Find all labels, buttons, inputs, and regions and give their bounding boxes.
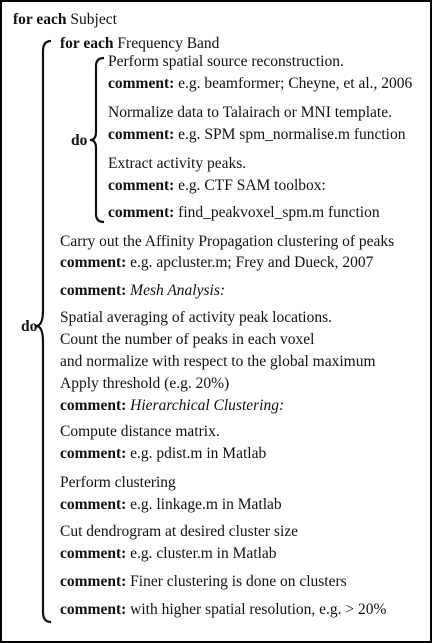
inner-brace xyxy=(90,58,104,222)
comment-cut-dendrogram: comment: e.g. cluster.m in Matlab xyxy=(60,545,277,562)
comment-keyword: comment: xyxy=(60,545,127,562)
step-cut-dendrogram: Cut dendrogram at desired cluster size xyxy=(60,523,299,540)
comment-source-reconstruction: comment: e.g. beamformer; Cheyne, et al., 2006 xyxy=(108,75,413,92)
comment-mesh-analysis: comment: Mesh Analysis: xyxy=(60,282,226,299)
comment-finer-clustering: comment: Finer clustering is done on clusters xyxy=(60,573,347,590)
inner-loop-header xyxy=(60,35,219,53)
for-each-keyword: for each xyxy=(13,11,67,28)
comment-keyword: comment: xyxy=(108,177,175,194)
comment-perform-clustering: comment: e.g. linkage.m in Matlab xyxy=(60,496,282,513)
comment-keyword: comment: xyxy=(60,496,127,513)
step-affinity-clustering: Carry out the Affinity Propagation clustering of peaks xyxy=(60,233,395,250)
comment-keyword: comment: xyxy=(108,204,175,221)
step-apply-threshold: Apply threshold (e.g. 20%) xyxy=(60,375,230,392)
step-count-peaks: Count the number of peaks in each voxel xyxy=(60,331,315,348)
comment-extract-peaks: comment: e.g. CTF SAM toolbox: xyxy=(108,177,326,194)
comment-keyword: comment: xyxy=(60,573,127,590)
step-perform-clustering: Perform clustering xyxy=(60,474,176,491)
comment-normalize: comment: e.g. SPM spm_normalise.m function xyxy=(108,126,406,143)
outer-do-keyword: do xyxy=(21,318,38,335)
comment-affinity-clustering: comment: e.g. apcluster.m; Frey and Dueck, 2007 xyxy=(60,254,374,271)
step-distance-matrix: Compute distance matrix. xyxy=(60,423,220,440)
comment-distance-matrix: comment: e.g. pdist.m in Matlab xyxy=(60,445,267,462)
inner-do-keyword: do xyxy=(71,132,88,149)
inner-loop-variable: Frequency Band xyxy=(117,35,220,52)
comment-keyword: comment: xyxy=(60,601,127,618)
comment-keyword: comment: xyxy=(108,126,175,143)
for-each-keyword: for each xyxy=(60,35,114,52)
step-normalize-global-max: and normalize with respect to the global maximum xyxy=(60,353,376,370)
comment-keyword: comment: xyxy=(60,397,127,414)
step-normalize: Normalize data to Talairach or MNI template. xyxy=(108,104,392,121)
comment-extract-peaks-continued: comment: find_peakvoxel_spm.m function xyxy=(108,204,380,221)
comment-keyword: comment: xyxy=(60,445,127,462)
comment-keyword: comment: xyxy=(60,282,127,299)
step-extract-peaks: Extract activity peaks. xyxy=(108,155,247,172)
comment-keyword: comment: xyxy=(108,75,175,92)
step-source-reconstruction: Perform spatial source reconstruction. xyxy=(108,53,344,70)
outer-brace xyxy=(36,41,51,622)
outer-loop-variable: Subject xyxy=(70,11,117,28)
comment-higher-resolution: comment: with higher spatial resolution, e.g. > 20% xyxy=(60,601,387,618)
comment-keyword: comment: xyxy=(60,254,127,271)
step-spatial-averaging: Spatial averaging of activity peak locations. xyxy=(60,309,333,326)
comment-hierarchical-clustering: comment: Hierarchical Clustering: xyxy=(60,397,285,414)
outer-loop-header xyxy=(13,11,117,29)
